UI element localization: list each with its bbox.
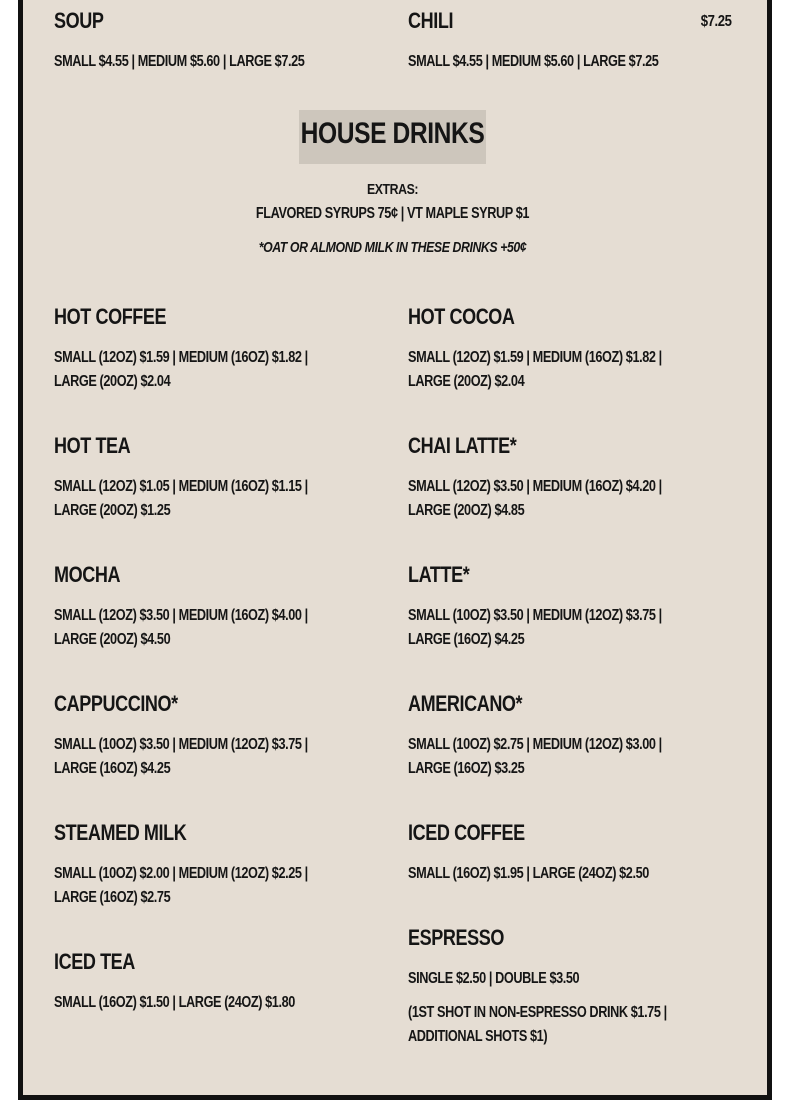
item-name: ESPRESSO [408,925,504,950]
milk-note: *OAT OR ALMOND MILK IN THESE DRINKS +50¢ [258,239,527,256]
item-prices-line1: SMALL (10OZ) $2.75 | MEDIUM (12OZ) $3.00 | [408,736,662,753]
section-title: HOUSE DRINKS [300,117,485,150]
item-prices-line2: LARGE (20OZ) $2.04 [54,373,171,390]
item-name: HOT COCOA [408,304,515,329]
item-prices-line1: SMALL (12OZ) $1.05 | MEDIUM (16OZ) $1.15 | [54,478,308,495]
item-prices-line1: SMALL (12OZ) $1.59 | MEDIUM (16OZ) $1.82 | [408,349,662,366]
item-prices-line1: SINGLE $2.50 | DOUBLE $3.50 [408,970,580,987]
espresso-note-line2: ADDITIONAL SHOTS $1) [408,1028,548,1045]
item-name: CAPPUCCINO* [54,691,178,716]
item-name: ICED COFFEE [408,820,525,845]
item-prices-line1: SMALL (16OZ) $1.95 | LARGE (24OZ) $2.50 [408,865,649,882]
item-name: HOT COFFEE [54,304,167,329]
espresso-note-line1: (1ST SHOT IN NON-ESPRESSO DRINK $1.75 | [408,1004,667,1021]
item-prices-line1: SMALL (12OZ) $3.50 | MEDIUM (16OZ) $4.20 | [408,478,662,495]
item-prices-line2: LARGE (20OZ) $2.04 [408,373,525,390]
item-name: LATTE* [408,562,470,587]
item-prices-line1: SMALL (12OZ) $1.59 | MEDIUM (16OZ) $1.82 | [54,349,308,366]
item-prices-line1: SMALL (10OZ) $3.50 | MEDIUM (12OZ) $3.75 | [408,607,662,624]
item-name: STEAMED MILK [54,820,187,845]
item-prices-line2: LARGE (20OZ) $4.85 [408,502,525,519]
item-prices-line1: SMALL (10OZ) $2.00 | MEDIUM (12OZ) $2.25 | [54,865,308,882]
item-prices-line1: SMALL (16OZ) $1.50 | LARGE (24OZ) $1.80 [54,994,295,1011]
item-prices-line1: SMALL (12OZ) $3.50 | MEDIUM (16OZ) $4.00 | [54,607,308,624]
soup-prices: SMALL $4.55 | MEDIUM $5.60 | LARGE $7.25 [54,53,305,70]
item-prices-line2: LARGE (16OZ) $4.25 [408,631,525,648]
chili-price: $7.25 [701,13,732,30]
item-name: MOCHA [54,562,121,587]
item-prices-line2: LARGE (16OZ) $4.25 [54,760,171,777]
chili-name: CHILI [408,8,454,33]
extras-title: EXTRAS: [366,181,419,198]
item-name: AMERICANO* [408,691,523,716]
item-name: ICED TEA [54,949,135,974]
item-name: CHAI LATTE* [408,433,517,458]
menu-board [18,0,772,1100]
item-name: HOT TEA [54,433,131,458]
item-prices-line2: LARGE (16OZ) $3.25 [408,760,525,777]
item-prices-line2: LARGE (20OZ) $1.25 [54,502,171,519]
extras-line: FLAVORED SYRUPS 75¢ | VT MAPLE SYRUP $1 [255,205,530,222]
item-prices-line2: LARGE (16OZ) $2.75 [54,889,171,906]
chili-prices: SMALL $4.55 | MEDIUM $5.60 | LARGE $7.25 [408,53,659,70]
item-prices-line2: LARGE (20OZ) $4.50 [54,631,171,648]
soup-name: SOUP [54,8,104,33]
item-prices-line1: SMALL (10OZ) $3.50 | MEDIUM (12OZ) $3.75 | [54,736,308,753]
